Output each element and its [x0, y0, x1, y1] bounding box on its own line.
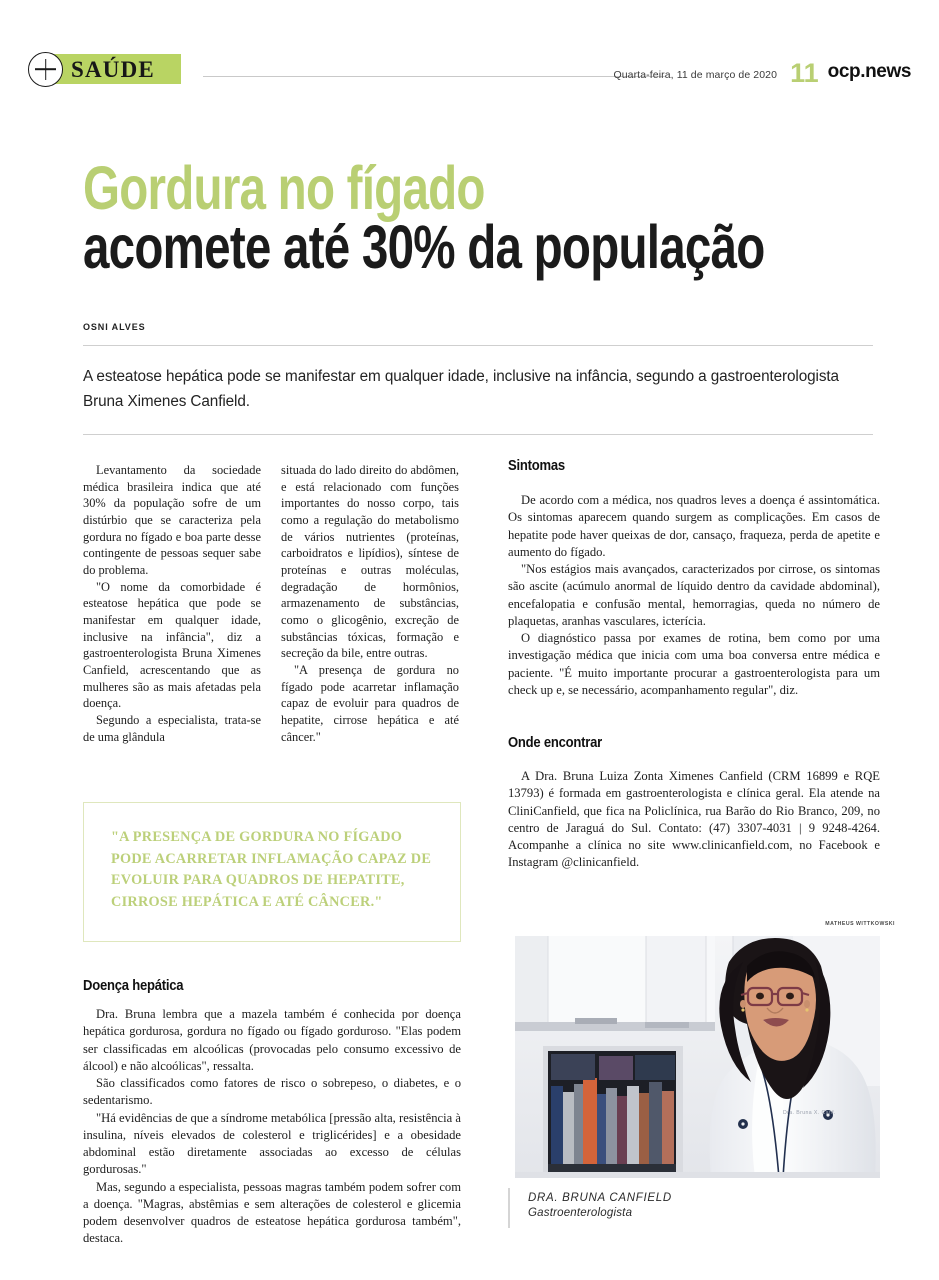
body-column-doenca-hepatica [83, 1006, 461, 1248]
doctor-portrait-image [515, 936, 880, 1178]
paragraph: "O nome da comorbidade é esteatose hepática que pode se manifestar em qualquer idade, inclusive na infância", diz a gastroenterologista Bruna Ximenes Canfield, acrescentando que as mulheres são as mais afetadas pela doença. [83, 579, 261, 711]
issue-date: Quarta-feira, 11 de março de 2020 [613, 69, 778, 81]
svg-text:Dra. Bruna X. Canf.: Dra. Bruna X. Canf. [783, 1110, 836, 1116]
byline: OSNI ALVES [83, 322, 146, 332]
paragraph: São classificados como fatores de risco o sobrepeso, o diabetes, e o sedentarismo. [83, 1076, 461, 1108]
article-photo [515, 936, 880, 1178]
section-heading-doenca-hepatica: Doença hepática [83, 978, 184, 994]
body-column-1 [83, 462, 261, 745]
body-column-onde-encontrar [508, 768, 880, 872]
paragraph: O diagnóstico passa por exames de rotina, bem como por uma investigação médica que inicia com uma boa conversa entre médica e paciente. "É muito importante procurar a gastroenterologista para um check up e, se necessário, acompanhamento regular", diz. [508, 631, 880, 697]
page-number: 11 [790, 58, 819, 89]
masthead [28, 52, 911, 89]
paragraph: Levantamento da sociedade médica brasileira indica que até 30% da população sofre de um distúrbio que se caracteriza pela gordura no fígado e boa parte desse contingente de pessoas sequer sabe do problema. [83, 463, 261, 578]
pull-quote-box [83, 802, 461, 942]
lead-paragraph: A esteatose hepática pode se manifestar em qualquer idade, inclusive na infância, segundo a gastroenterologista Bruna Ximenes Canfield. [83, 368, 839, 410]
headline-line-1: Gordura no fígado [83, 154, 485, 222]
section-badge-group [28, 52, 181, 86]
lead-rule-bottom [83, 434, 873, 435]
body-column-sintomas [508, 492, 880, 699]
brand-logo: ocp.news [827, 61, 911, 82]
section-heading-onde-encontrar: Onde encontrar [508, 735, 603, 751]
paragraph: Dra. Bruna lembra que a mazela também é conhecida por doença hepática gordurosa, gordura no fígado ou fígado gorduroso. "Elas podem ser classificadas em alcoólicas (provocadas pelo consumo excessivo de álcool) e não alcoólicas", ressalta. [83, 1007, 461, 1073]
caption-name: DRA. BRUNA CANFIELD [528, 1192, 672, 1204]
page-title [83, 154, 873, 281]
pull-quote-text: "A PRESENÇA DE GORDURA NO FÍGADO PODE ACARRETAR INFLAMAÇÃO CAPAZ DE EVOLUIR PARA QUADROS DE HEPATITE, CIRROSE HEPÁTICA E ATÉ CÂNCER." [111, 829, 432, 911]
paragraph: De acordo com a médica, nos quadros leves a doença é assintomática. Os sintomas aparecem quando surgem as complicações. Em casos de hepatite pode haver queixas de dor, cansaço, fraqueza, perda de apetite e aumento do fígado. [508, 493, 880, 559]
paragraph: "A presença de gordura no fígado pode acarretar inflamação capaz de evoluir para quadros de hepatite, cirrose hepática e até câncer." [281, 663, 459, 744]
paragraph: Segundo a especialista, trata-se de uma glândula [83, 713, 261, 744]
lead-rule-top [83, 345, 873, 346]
section-badge [49, 54, 181, 84]
caption-accent-bar [508, 1188, 510, 1228]
caption-role: Gastroenterologista [528, 1207, 633, 1219]
paragraph: "Nos estágios mais avançados, caracterizados por cirrose, os sintomas são ascite (acúmulo anormal de líquido dentro da cavidade abdominal), encefalopatia e confusão mental, hemorragias, queda no número de plaquetas, aranhas vasculares, icterícia. [508, 562, 880, 628]
photo-credit: MATHEUS WITTKOWSKI [825, 921, 895, 927]
paragraph: "Há evidências de que a síndrome metabólica [pressão alta, resistência à insulina, níveis elevados de colesterol e triglicérides] e a obesidade abdominal estão diretamente associadas ao excesso de células gordurosas." [83, 1110, 461, 1177]
masthead-right [613, 52, 911, 89]
paragraph: A Dra. Bruna Luiza Zonta Ximenes Canfield (CRM 16899 e RQE 13793) é formada em gastroenterologista e clínica geral. Ela atende na CliniCanfield, que fica na Policlínica, rua Barão do Rio Branco, 209, no centro de Jaraguá do Sul. Contato: (47) 3307-4031 | 9 9248-4264. Acompanhe a clínica no site www.clinicanfield.com, no Facebook e Instagram @clinicanfield. [508, 769, 880, 870]
plus-circle-icon [28, 52, 63, 87]
header-divider [203, 76, 666, 77]
section-label: SAÚDE [71, 56, 155, 82]
body-column-2 [281, 462, 459, 745]
paragraph: Mas, segundo a especialista, pessoas magras também podem sofrer com a doença. "Magras, abstêmias e sem alterações de colesterol e glicemia podem desenvolver quadros de esteatose hepática gordurosa também", destaca. [83, 1179, 461, 1246]
photo-caption [528, 1192, 672, 1219]
section-heading-sintomas: Sintomas [508, 458, 565, 474]
headline-line-2: acomete até 30% da população [83, 212, 765, 281]
paragraph: situada do lado direito do abdômen, e está relacionado com funções importantes do nosso corpo, tais como a regulação do metabolismo de vários nutrientes (proteínas, carboidratos e lipídios), síntese de proteínas e outras moléculas, degradação de hormônios, armazenamento de substâncias, como o glicogênio, excreção de substâncias tóxicas, formação e secreção da bile, entre outras. [281, 463, 459, 661]
